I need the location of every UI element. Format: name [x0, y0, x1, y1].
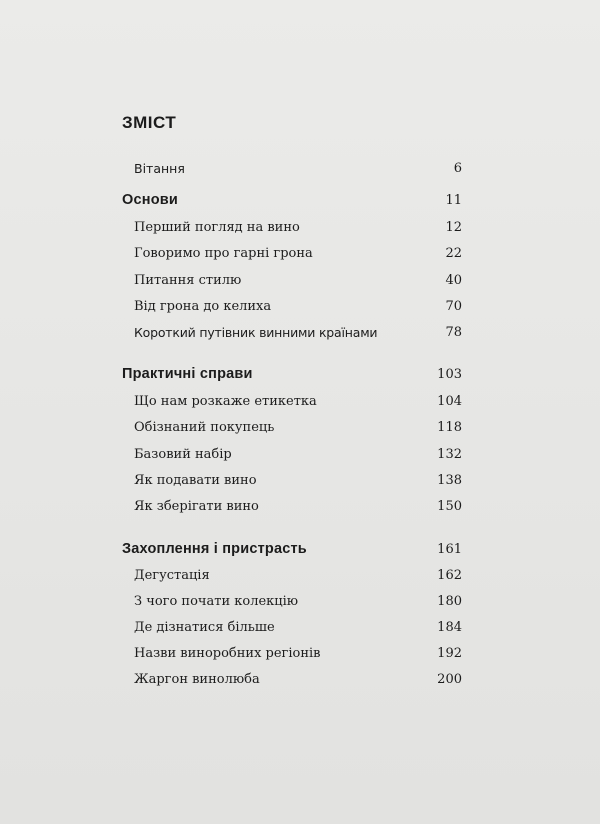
toc-entry-page: 192 — [437, 645, 462, 661]
toc-entry-page: 162 — [437, 567, 462, 583]
toc-section-practical[interactable] — [122, 363, 462, 385]
toc-entry-label: З чого почати колекцію — [134, 593, 299, 609]
toc-entry-label: Що нам розкаже етикетка — [134, 393, 317, 409]
toc-section-basics[interactable] — [122, 189, 462, 211]
toc-section-label: Захоплення і пристрасть — [122, 541, 307, 557]
toc-entry[interactable] — [134, 390, 462, 412]
toc-entry[interactable] — [134, 642, 462, 664]
toc-entry-label: Говоримо про гарні грона — [134, 245, 313, 261]
toc-section-page: 11 — [445, 192, 462, 208]
toc-entry-label: Як подавати вино — [134, 472, 257, 488]
toc-entry[interactable] — [134, 416, 462, 438]
toc-entry-label: Назви виноробних регіонів — [134, 645, 321, 661]
toc-entry-label: Базовий набір — [134, 446, 232, 462]
toc-entry-label: Вітання — [134, 160, 185, 176]
toc-entry-label: Де дізнатися більше — [134, 619, 275, 635]
toc-entry-label: Обізнаний покупець — [134, 419, 275, 435]
toc-entry-page: 22 — [445, 245, 462, 261]
toc-entry-page: 70 — [445, 298, 462, 314]
toc-section-page: 103 — [437, 366, 462, 382]
toc-entry-page: 150 — [437, 498, 462, 514]
toc-entry-page: 6 — [453, 160, 462, 176]
toc-entry-page: 40 — [445, 272, 462, 288]
toc-entry[interactable] — [134, 495, 462, 517]
toc-entry[interactable] — [134, 469, 462, 491]
toc-entry-label: Короткий путівник винними країнами — [134, 324, 378, 340]
toc-entry[interactable] — [134, 321, 462, 343]
toc-entry-page: 138 — [437, 472, 462, 488]
toc-entry-page: 184 — [437, 619, 462, 635]
toc-entry-intro[interactable] — [134, 157, 462, 179]
toc-entry-label: Жаргон винолюба — [134, 671, 260, 687]
toc-entry[interactable] — [134, 590, 462, 612]
toc-entry[interactable] — [134, 668, 462, 690]
toc-entry-page: 118 — [437, 419, 462, 435]
toc-entry[interactable] — [134, 216, 462, 238]
toc-entry-page: 12 — [445, 219, 462, 235]
toc-entry-label: Дегустація — [134, 567, 210, 583]
toc-entry-label: Як зберігати вино — [134, 498, 259, 514]
toc-entry[interactable] — [134, 242, 462, 264]
toc-entry-page: 104 — [437, 393, 462, 409]
toc-section-label: Практичні справи — [122, 366, 253, 382]
toc-entry[interactable] — [134, 443, 462, 465]
toc-title: ЗМІСТ — [122, 113, 177, 132]
toc-entry-page: 132 — [437, 446, 462, 462]
toc-section-label: Основи — [122, 192, 178, 208]
toc-entry-label: Перший погляд на вино — [134, 219, 300, 235]
toc-entry-page: 78 — [445, 324, 462, 340]
toc-section-page: 161 — [437, 541, 462, 557]
toc-entry[interactable] — [134, 564, 462, 586]
toc-entry-label: Від грона до келиха — [134, 298, 272, 314]
toc-entry[interactable] — [134, 269, 462, 291]
toc-entry[interactable] — [134, 295, 462, 317]
toc-entry-page: 180 — [437, 593, 462, 609]
toc-entry-page: 200 — [437, 671, 462, 687]
toc-entry[interactable] — [134, 616, 462, 638]
toc-section-passion[interactable] — [122, 538, 462, 560]
toc-entry-label: Питання стилю — [134, 272, 242, 288]
